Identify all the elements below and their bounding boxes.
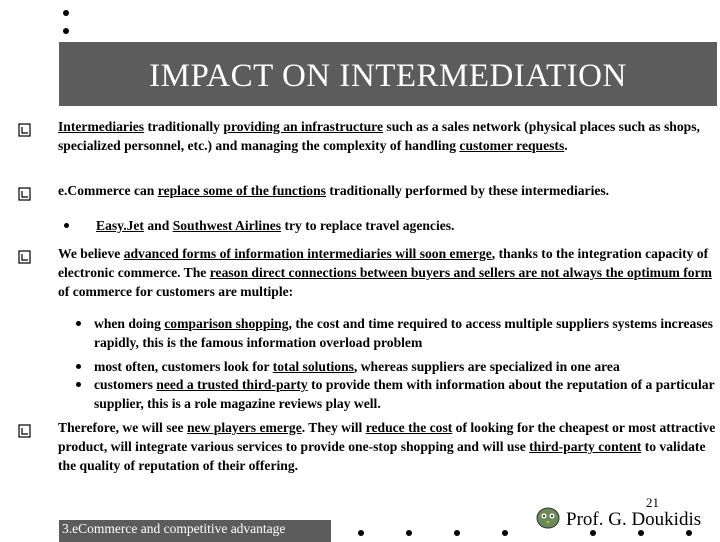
- footer-label: 3.eCommerce and competitive advantage: [62, 521, 286, 536]
- bullet-text-segment: of looking for the cheapest or most attractive product, will integrate various services to provide one-stop shopping and will use: [58, 420, 716, 454]
- bullet-text-segment: reduce the cost: [365, 420, 453, 435]
- dot-bullet-icon: [76, 321, 81, 326]
- sub-text-segment: need a trusted third-party: [156, 377, 308, 392]
- sub-text-segment: and: [143, 218, 173, 233]
- checkbox-bullet-icon: [18, 424, 32, 438]
- author-name: Prof. G. Doukidis: [566, 509, 702, 530]
- decorative-dot: [358, 530, 364, 536]
- title-bar: [59, 42, 717, 106]
- sub-text-segment: most often, customers look for: [94, 359, 273, 374]
- bullet-paragraph-4: [58, 418, 718, 475]
- sub-bullet-text: [94, 357, 720, 376]
- bullet-paragraph-3: [58, 244, 718, 301]
- bullet-text-segment: . They will: [301, 420, 366, 435]
- bullet-text-segment: traditionally: [144, 119, 224, 134]
- sub-bullet-text: [94, 314, 720, 352]
- sub-bullet-text: [94, 375, 720, 413]
- bullet-text-segment: .: [564, 138, 568, 153]
- sub-text-segment: , whereas suppliers are specialized in one area: [353, 359, 620, 374]
- sub-text-segment: to provide them with information about the reputation of a particular supplier, this is a role magazine reviews play well.: [94, 377, 715, 411]
- checkbox-bullet-icon: [18, 123, 32, 137]
- checkbox-bullet-icon: [18, 187, 32, 201]
- bullet-text-segment: providing an infrastructure: [223, 119, 384, 134]
- bullet-text-segment: customer requests: [459, 138, 565, 153]
- decorative-dot: [454, 530, 460, 536]
- bullet-text-segment: Intermediaries: [58, 119, 145, 134]
- bullet-paragraph-1: [58, 117, 718, 155]
- bullet-text-segment: such as a sales network (physical places such as shops, specialized personnel, etc.) and managing the complexity of handling: [58, 119, 700, 153]
- bullet-paragraph-2: [58, 181, 718, 200]
- bullet-text-segment: e.Commerce can: [58, 183, 158, 198]
- decorative-dot: [63, 28, 69, 34]
- sub-text-segment: when doing: [94, 316, 165, 331]
- bullet-text-segment: We believe: [58, 246, 124, 261]
- bullet-text-segment: third-party content: [529, 439, 642, 454]
- bullet-text-segment: , thanks to the integration capacity of electronic commerce. The: [58, 246, 709, 280]
- owl-logo-icon: [536, 507, 560, 529]
- sub-bullet-text: [96, 216, 708, 235]
- bullet-text-segment: Therefore, we will see: [58, 420, 187, 435]
- sub-text-segment: try to replace travel agencies.: [281, 218, 455, 233]
- checkbox-bullet-icon: [18, 250, 32, 264]
- sub-text-segment: Easy.Jet: [96, 218, 144, 233]
- bullet-text-segment: to validate the quality of reputation of their offering.: [58, 439, 706, 473]
- decorative-dot: [63, 10, 69, 16]
- bullet-text-segment: of commerce for customers are multiple:: [58, 284, 294, 299]
- sub-text-segment: Southwest Airlines: [172, 218, 282, 233]
- bullet-text-segment: replace some of the functions: [157, 183, 326, 198]
- sub-text-segment: comparison shopping: [164, 316, 289, 331]
- page-number: 21: [646, 495, 659, 510]
- sub-text-segment: customers: [94, 377, 157, 392]
- slide-title: IMPACT ON INTERMEDIATION: [149, 57, 627, 94]
- dot-bullet-icon: [76, 364, 81, 369]
- bullet-text-segment: new players emerge: [186, 420, 302, 435]
- decorative-dot: [502, 530, 508, 536]
- decorative-dot: [406, 530, 412, 536]
- sub-text-segment: , the cost and time required to access multiple suppliers systems increases rapidly, this is the famous information overload problem: [94, 316, 713, 350]
- bullet-text-segment: advanced forms of information intermediaries will soon emerge: [123, 246, 492, 261]
- dot-bullet-icon: [64, 223, 69, 228]
- bullet-text-segment: traditionally performed by these intermediaries.: [325, 183, 610, 198]
- dot-bullet-icon: [76, 382, 81, 387]
- bullet-text-segment: reason direct connections between buyers and sellers are not always the optimum form: [209, 265, 712, 280]
- sub-text-segment: total solutions: [272, 359, 354, 374]
